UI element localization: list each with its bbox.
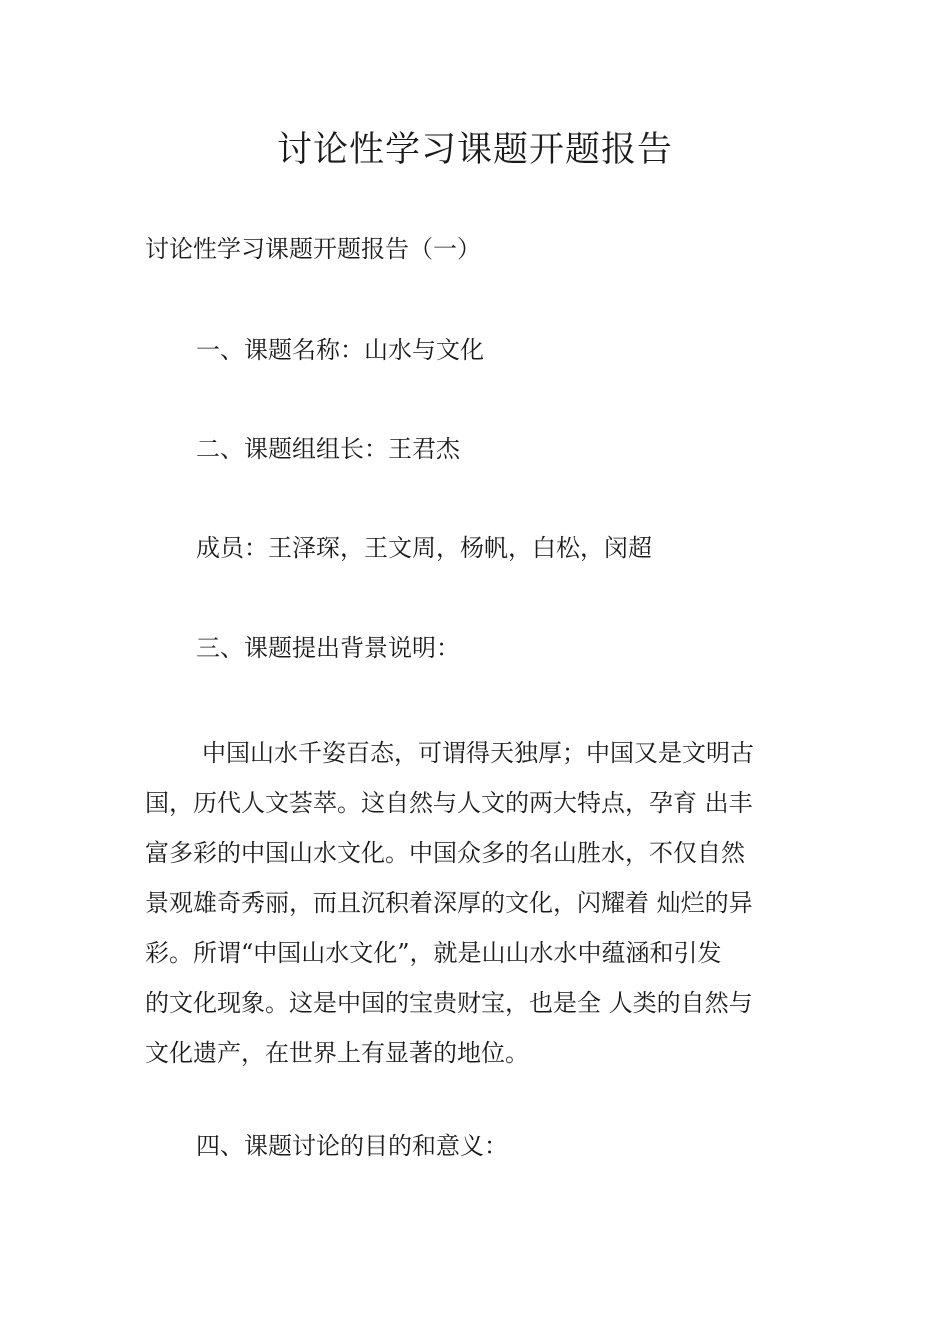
paragraph-line: 的文化现象。这是中国的宝贵财宝，也是全 人类的自然与 bbox=[145, 989, 753, 1017]
paragraph-line: 富多彩的中国山水文化。中国众多的名山胜水，不仅自然 bbox=[145, 839, 745, 867]
paragraph-line: 景观雄奇秀丽，而且沉积着深厚的文化，闪耀着 灿烂的异 bbox=[145, 889, 753, 917]
background-heading: 三、课题提出背景说明： bbox=[196, 634, 460, 662]
group-members-line: 成员：王泽琛，王文周，杨帆，白松，闵超 bbox=[196, 534, 652, 562]
paragraph-line: 文化遗产，在世界上有显著的地位。 bbox=[145, 1039, 529, 1067]
group-leader-line: 二、课题组组长：王君杰 bbox=[196, 435, 460, 463]
document-title: 讨论性学习课题开题报告 bbox=[276, 130, 673, 170]
paragraph-line: 中国山水千姿百态，可谓得天独厚；中国又是文明古 bbox=[202, 739, 754, 767]
paragraph-line: 国，历代人文荟萃。这自然与人文的两大特点，孕育 出丰 bbox=[145, 789, 753, 817]
background-paragraph bbox=[145, 728, 810, 1078]
paragraph-line: 彩。所谓“中国山水文化”，就是山山水水中蕴涵和引发 bbox=[145, 939, 722, 967]
purpose-heading: 四、课题讨论的目的和意义： bbox=[196, 1132, 508, 1160]
topic-name-line: 一、课题名称：山水与文化 bbox=[196, 336, 484, 364]
document-subtitle: 讨论性学习课题开题报告（一） bbox=[145, 235, 481, 263]
